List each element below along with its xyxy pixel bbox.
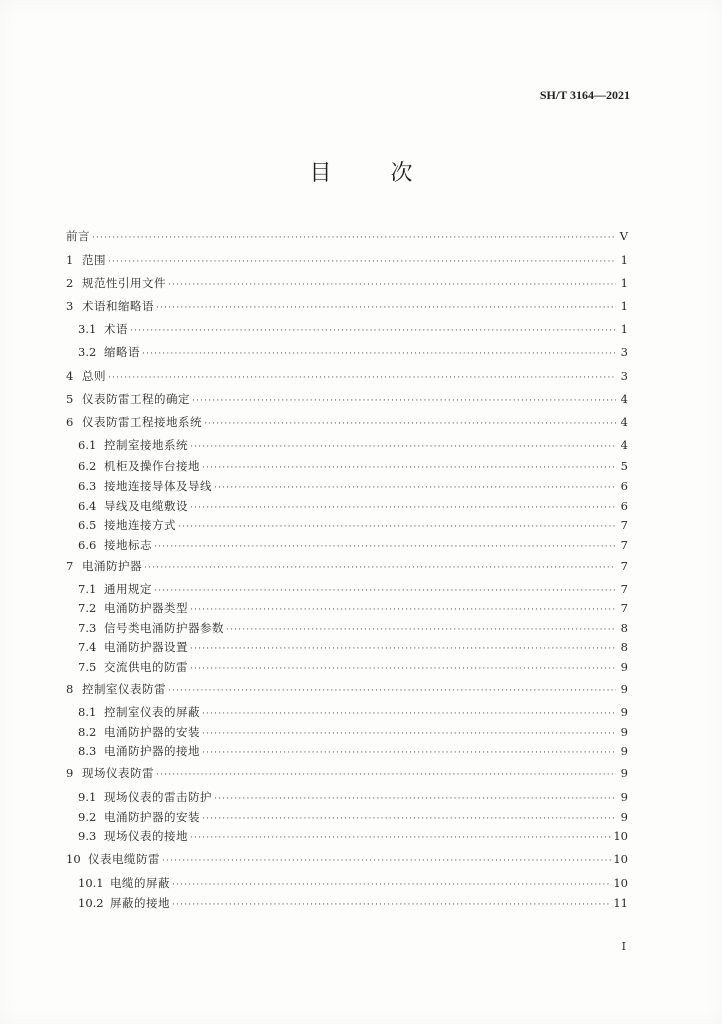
toc-dot-leader [202, 460, 616, 476]
toc-entry-title: 接地连接导体及导线 [104, 479, 212, 493]
toc-entry-title: 电缆的屏蔽 [110, 876, 170, 890]
toc-entry-page: 1 [620, 253, 628, 267]
toc-entry-page: 1 [620, 322, 628, 336]
toc-entry-number: 3.1 [78, 322, 97, 336]
toc-entry-title: 仪表防雷工程接地系统 [82, 415, 202, 429]
toc-entry-page: 10 [613, 852, 628, 866]
toc-dot-leader [190, 602, 616, 618]
page-title: 目 次 [309, 161, 439, 186]
toc-entry-page: 9 [620, 705, 628, 719]
toc-entry-title: 术语和缩略语 [82, 299, 154, 313]
toc-entry-title: 控制室接地系统 [104, 438, 188, 452]
toc-dot-leader [202, 726, 616, 742]
toc-dot-leader [178, 519, 616, 535]
toc-dot-leader [172, 877, 611, 893]
toc-entry-page: 4 [620, 415, 628, 429]
toc-dot-leader [168, 277, 616, 293]
toc-entry [66, 275, 628, 291]
toc-entry-page: 11 [613, 896, 628, 910]
toc-entry [78, 517, 628, 533]
toc-entry-number: 8.2 [78, 725, 97, 739]
toc-entry [78, 875, 628, 891]
toc-dot-leader [162, 853, 611, 869]
toc-entry-number: 6.5 [78, 518, 97, 532]
standard-code: SH/T 3164—2021 [539, 88, 630, 102]
toc-entry-number: 7.3 [78, 621, 97, 635]
toc-entry-number: 4 [66, 369, 74, 383]
toc-entry-number: 1 [66, 253, 74, 267]
toc-dot-leader [142, 346, 616, 362]
toc-entry [78, 620, 628, 636]
toc-dot-leader [156, 300, 616, 316]
toc-entry-number: 6.6 [78, 538, 97, 552]
toc-entry-title: 电涌防护器类型 [104, 601, 188, 615]
toc-entry [78, 537, 628, 553]
toc-dot-leader [108, 254, 616, 270]
toc-dot-leader [92, 230, 616, 246]
toc-entry [78, 639, 628, 655]
toc-dot-leader [144, 560, 616, 576]
toc-entry [78, 809, 628, 825]
toc-entry-number: 6 [66, 415, 74, 429]
toc-entry-title: 电涌防护器的安装 [104, 810, 200, 824]
toc-entry-page: 3 [620, 369, 628, 383]
toc-dot-leader [154, 539, 616, 555]
page-number: I [621, 940, 626, 953]
toc-entry-title: 规范性引用文件 [82, 276, 166, 290]
toc-dot-leader [130, 323, 616, 339]
toc-entry-number: 10.1 [78, 876, 104, 890]
toc-entry [66, 414, 628, 430]
toc-entry-title: 电涌防护器 [82, 559, 142, 573]
toc-entry [78, 344, 628, 360]
toc-dot-leader [202, 811, 616, 827]
toc-entry-title: 总则 [82, 369, 106, 383]
toc-entry-number: 9.1 [78, 790, 97, 804]
toc-entry-page: 8 [620, 640, 628, 654]
toc-dot-leader [202, 745, 616, 761]
toc-entry [78, 478, 628, 494]
toc-entry-title: 接地连接方式 [104, 518, 176, 532]
toc-entry-title: 控制室仪表防雷 [82, 682, 166, 696]
toc-entry-title: 接地标志 [104, 538, 152, 552]
toc-entry-number: 6.3 [78, 479, 97, 493]
toc-entry-page: 7 [620, 538, 628, 552]
toc-entry-page: 10 [613, 876, 628, 890]
toc-entry-number: 8.3 [78, 744, 97, 758]
toc-entry-number: 9.2 [78, 810, 97, 824]
toc-dot-leader [168, 683, 616, 699]
toc-entry-page: 9 [620, 810, 628, 824]
toc-dot-leader [226, 622, 616, 638]
toc-entry-number: 3.2 [78, 345, 97, 359]
toc-entry-number: 6.1 [78, 438, 97, 452]
toc-entry-number: 2 [66, 276, 74, 290]
toc-entry-title: 电涌防护器的安装 [104, 725, 200, 739]
toc-entry-title: 前言 [66, 229, 90, 243]
toc-entry-number: 7.4 [78, 640, 97, 654]
toc-entry-title: 电涌防护器的接地 [104, 744, 200, 758]
toc-entry [66, 368, 628, 384]
toc-entry [66, 558, 628, 574]
toc-dot-leader [190, 830, 611, 846]
toc-entry-number: 10 [66, 852, 81, 866]
toc-entry-title: 交流供电的防雷 [104, 660, 188, 674]
toc-entry-title: 现场仪表防雷 [82, 766, 154, 780]
toc-entry-title: 仪表防雷工程的确定 [82, 392, 190, 406]
toc-entry-title: 仪表电缆防雷 [88, 852, 160, 866]
toc-entry-number: 7.2 [78, 601, 97, 615]
toc-entry [78, 743, 628, 759]
toc-entry-title: 导线及电缆敷设 [104, 499, 188, 513]
toc-entry-number: 5 [66, 392, 74, 406]
toc-dot-leader [214, 480, 616, 496]
toc-dot-leader [214, 791, 616, 807]
toc-entry-page: 8 [620, 621, 628, 635]
toc-entry-page: 4 [620, 392, 628, 406]
toc-entry-page: 9 [620, 725, 628, 739]
toc-entry-page: 7 [620, 582, 628, 596]
toc-entry-page: 4 [620, 438, 628, 452]
toc-entry-number: 6.4 [78, 499, 97, 513]
toc-entry-page: 1 [620, 276, 628, 290]
toc-entry [78, 789, 628, 805]
toc-entry [66, 681, 628, 697]
toc-dot-leader [204, 416, 616, 432]
toc-entry-page: 10 [613, 829, 628, 843]
toc-entry-page: 7 [620, 559, 628, 573]
toc-entry [78, 437, 628, 453]
toc-entry [78, 659, 628, 675]
toc-entry-page: 7 [620, 601, 628, 615]
toc-entry-number: 3 [66, 299, 74, 313]
toc-dot-leader [154, 583, 616, 599]
toc-entry-page: 1 [620, 299, 628, 313]
toc-dot-leader [172, 897, 611, 913]
toc-entry-page: 9 [620, 790, 628, 804]
toc-entry [66, 298, 628, 314]
toc-dot-leader [156, 767, 616, 783]
toc-dot-leader [108, 370, 616, 386]
toc-entry-number: 6.2 [78, 459, 97, 473]
toc-entry-title: 现场仪表的雷击防护 [104, 790, 212, 804]
toc-entry [78, 581, 628, 597]
toc-entry-number: 8.1 [78, 705, 97, 719]
toc-entry-title: 范围 [82, 253, 106, 267]
toc-entry-page: 3 [620, 345, 628, 359]
toc-dot-leader [202, 706, 616, 722]
toc-dot-leader [190, 439, 616, 455]
toc-entry-title: 电涌防护器设置 [104, 640, 188, 654]
toc-entry [66, 851, 628, 867]
toc-entry-title: 控制室仪表的屏蔽 [104, 705, 200, 719]
toc-entry-page: 9 [620, 660, 628, 674]
toc-entry-page: 6 [620, 479, 628, 493]
toc-entry-page: 5 [620, 459, 628, 473]
toc-entry-title: 屏蔽的接地 [110, 896, 170, 910]
toc-entry-title: 信号类电涌防护器参数 [104, 621, 224, 635]
toc-entry-page: 7 [620, 518, 628, 532]
toc-entry-number: 7.1 [78, 582, 97, 596]
toc-entry-number: 8 [66, 682, 74, 696]
toc-entry-title: 通用规定 [104, 582, 152, 596]
toc-entry [66, 228, 628, 244]
toc-entry-title: 缩略语 [104, 345, 140, 359]
toc-entry [66, 765, 628, 781]
toc-entry [78, 704, 628, 720]
toc-entry [66, 252, 628, 268]
toc-entry-page: 6 [620, 499, 628, 513]
toc-entry [78, 600, 628, 616]
toc-entry-number: 7 [66, 559, 74, 573]
toc-entry-number: 7.5 [78, 660, 97, 674]
toc-entry [78, 498, 628, 514]
toc-dot-leader [190, 661, 616, 677]
toc-entry [78, 724, 628, 740]
toc-entry [78, 895, 628, 911]
toc-entry [66, 391, 628, 407]
toc-entry-number: 10.2 [78, 896, 104, 910]
toc-entry-title: 术语 [104, 322, 128, 336]
toc-entry [78, 321, 628, 337]
toc-entry-title: 现场仪表的接地 [104, 829, 188, 843]
toc-entry-page: 9 [620, 744, 628, 758]
toc-entry [78, 458, 628, 474]
toc-entry-number: 9 [66, 766, 74, 780]
toc-entry-title: 机柜及操作台接地 [104, 459, 200, 473]
toc-dot-leader [192, 393, 616, 409]
toc-entry-page: V [619, 229, 628, 243]
toc-entry-number: 9.3 [78, 829, 97, 843]
toc-entry-page: 9 [620, 766, 628, 780]
toc-entry-page: 9 [620, 682, 628, 696]
toc-dot-leader [190, 641, 616, 657]
toc-entry [78, 828, 628, 844]
toc-dot-leader [190, 500, 616, 516]
